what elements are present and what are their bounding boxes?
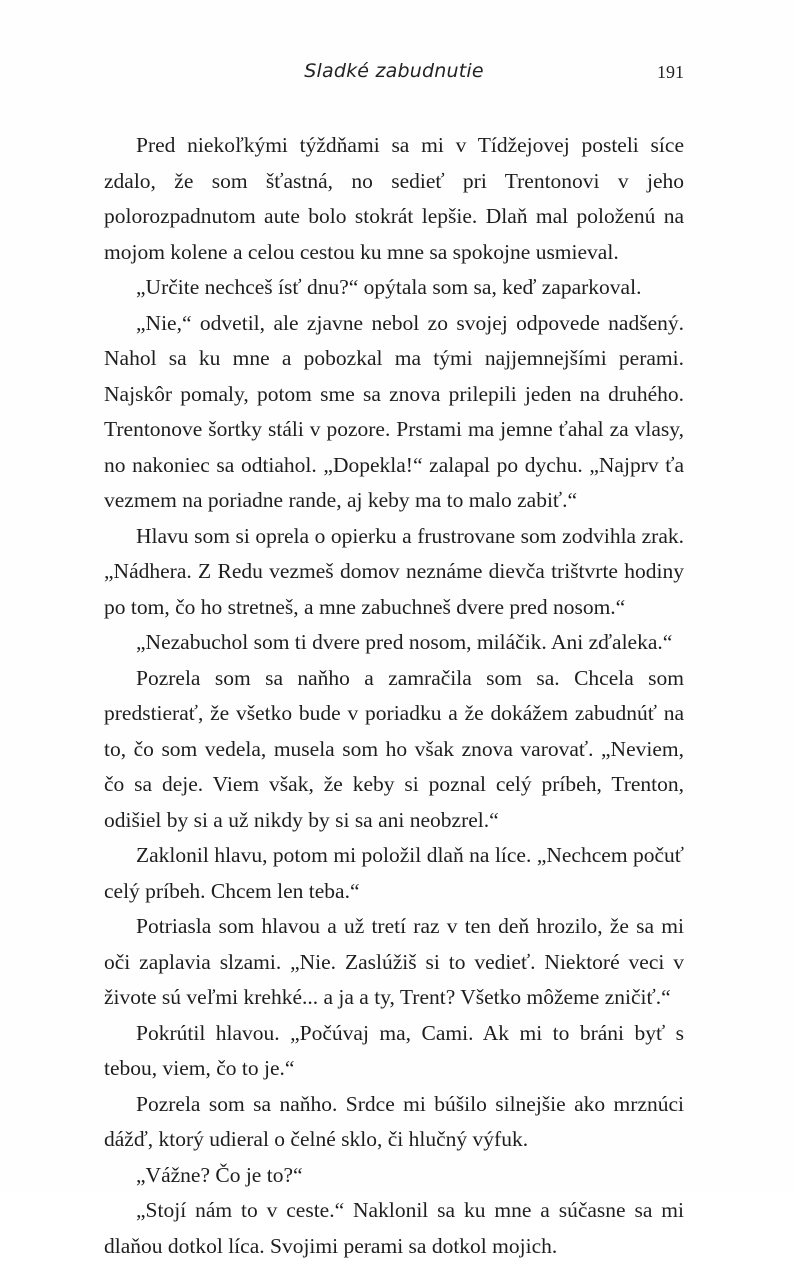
paragraph: Zaklonil hlavu, potom mi položil dlaň na líce. „Nechcem počuť celý príbeh. Chcem len teba.“ — [104, 843, 684, 903]
paragraph: Pokrútil hlavou. „Počúvaj ma, Cami. Ak mi to bráni byť s tebou, viem, čo to je.“ — [104, 1020, 684, 1080]
paragraph: „Nezabuchol som ti dvere pred nosom, miláčik. Ani zďaleka.“ — [136, 630, 673, 654]
paragraph: „Vážne? Čo je to?“ — [136, 1162, 303, 1187]
running-title: Sladké zabudnutie — [304, 60, 484, 82]
paragraph: Potriasla som hlavou a už tretí raz v ten deň hrozilo, že sa mi oči zaplavia slzami. „Nie. Zaslúžiš si to vedieť. Niektoré veci v živote sú veľmi krehké... a ja a ty, Trent? Všetko môžeme zničiť.“ — [104, 914, 684, 1009]
running-head — [104, 60, 684, 90]
paragraph: Pozrela som sa naňho a zamračila som sa. Chcela som predstierať, že všetko bude v poriadku a že dokážem zabudnúť na to, čo som vedela, musela som ho však znova varovať. „Neviem, čo sa deje. Viem však, že keby si poznal celý príbeh, Trenton, odišiel by si a už nikdy by si sa ani neobzrel.“ — [104, 665, 684, 832]
page-number: 191 — [657, 62, 684, 82]
paragraph: Hlavu som si oprela o opierku a frustrovane som zodvihla zrak. „Nádhera. Z Redu vezmeš domov neznáme dievča trištvrte hodiny po tom, čo ho stretneš, a mne zabuchneš dvere pred nosom.“ — [104, 523, 684, 619]
paragraph: Pred niekoľkými týždňami sa mi v Tídžejovej posteli síce zdalo, že som šťastná, no sedieť pri Trentonovi v jeho polorozpadnutom aute bolo stokrát lepšie. Dlaň mal položenú na mojom kolene a celou cestou ku mne sa spokojne usmieval. — [104, 133, 684, 264]
paragraph: „Určite nechceš ísť dnu?“ opýtala som sa, keď zaparkoval. — [136, 275, 642, 299]
body-text — [104, 128, 684, 1264]
paragraph: Pozrela som sa naňho. Srdce mi búšilo silnejšie ako mrznúci dážď, ktorý udieral o čelné sklo, či hlučný výfuk. — [104, 1091, 684, 1151]
paragraph: „Nie,“ odvetil, ale zjavne nebol zo svojej odpovede nadšený. Nahol sa ku mne a pobozkal ma tými najjemnejšími perami. Najskôr pomaly, potom sme sa znova prilepili jeden na druhého. Trentonove šortky stáli v pozore. Prstami ma jemne ťahal za vlasy, no nakoniec sa odtiahol. „Dopekla!“ zalapal po dychu. „Najprv ťa vezmem na poriadne rande, aj keby ma to malo zabiť.“ — [104, 310, 684, 512]
paragraph: „Stojí nám to v ceste.“ Naklonil sa ku mne a súčasne sa mi dlaňou dotkol líca. Svojimi perami sa dotkol mojich. — [104, 1198, 684, 1258]
